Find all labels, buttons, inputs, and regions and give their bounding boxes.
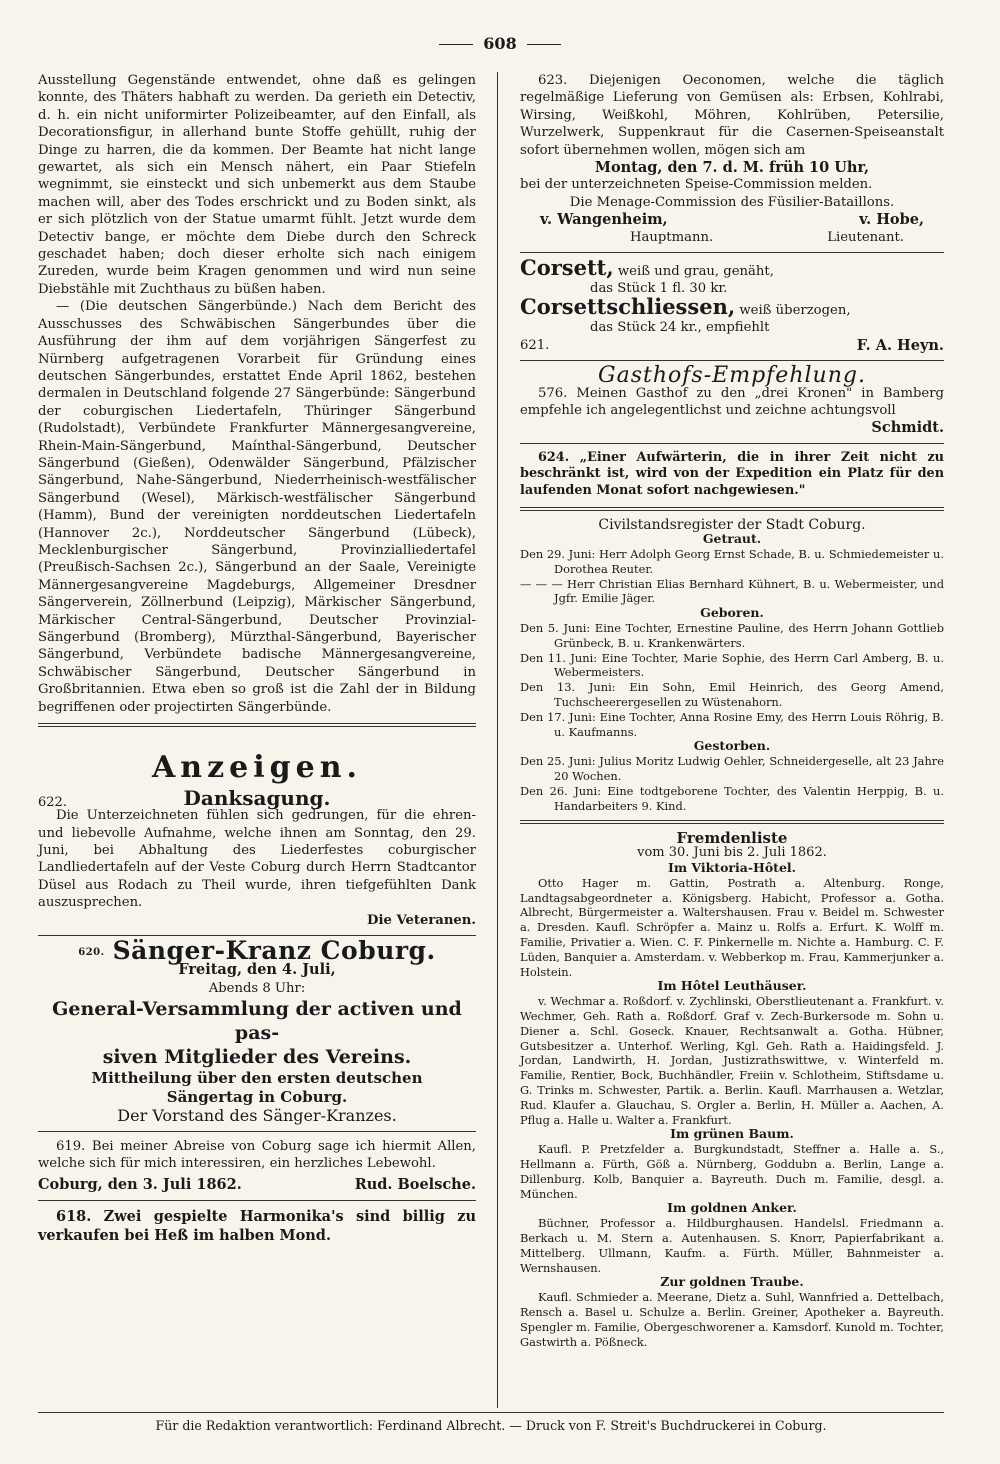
ad-622-title: Danksagung. (183, 785, 331, 810)
ad-623-text: 623. Diejenigen Oeconomen, welche die täglich regelmäßige Lieferung von Gemüsen als: Erbsen, Kohlrabi, Wirsing, Weißkohl, Möhren, Kohlrüben, Petersilie, Wurzelwerk, Suppenkraut für die Casernen-Speiseanstalt sofort übernehmen wollen, mögen sich am (520, 73, 944, 158)
ad-619-text: 619. Bei meiner Abreise von Coburg sage ich hiermit Allen, welche sich für mich interessiren, ein herzliches Lebewohl. (38, 1138, 476, 1171)
ad-622 (38, 785, 476, 929)
gestorben-entry: Den 25. Juni: Julius Moritz Ludwig Oehler, Schneidergeselle, alt 23 Jahre 20 Wochen. (520, 754, 944, 784)
ad-620-mitteilung-2: Sängertag in Coburg. (166, 1088, 348, 1107)
ad-divider (520, 252, 944, 253)
ad-619 (38, 1138, 476, 1194)
article-continuation: Ausstellung Gegenstände entwendet, ohne daß es gelingen konnte, des Thäters habhaft zu werden. Da gerieth ein Detectiv, d. h. ein nicht uniformirter Polizeibeamter, auf den Einfall, als Decorationsfigur, in allerhand bunte Stoffe gehüllt, ruhig der Dinge zu harren, die da kommen. Der Beamte hat nicht lange gewartet, als sich ein Mensch nähert, ein Paar Stiefeln wegnimmt, sie einsteckt und sich unbemerkt aus dem Staube machen will, aber des Todes erschrickt und zu Boden sinkt, als er sich plötzlich von der Statue umarmt fühlt. Jetzt wurde dem Detectiv bange, er möchte dem Diebe durch den Schreck geschadet haben; doch dieser erholte sich nach einigem Zureden, wurde beim Kragen genommen und wird nun seine Diebstähle mit Zuchthaus zu büßen haben. (38, 73, 476, 297)
geboren-entry: Den 5. Juni: Eine Tochter, Ernestine Pauline, des Herrn Johann Gottlieb Grünbeck, B. u. Krankenwärters. (520, 621, 944, 650)
hotel-name: Im Hôtel Leuthäuser. (657, 978, 807, 994)
ad-620 (38, 936, 476, 1126)
hotel-guests: v. Wechmar a. Roßdorf. v. Zychlinski, Oberstlieutenant a. Frankfurt. v. Wechmer, Geh. Rath a. Roßdorf. Graf v. Zech-Burkersode m. Sohn u. Diener a. Schl. Goseck. Knauer, Rechtsanwalt a. Gotha. Hübner, Gutsbesitzer a. Unterhof. Werling, Kgl. Geh. Rath a. Haidingsfeld. J. Jordan, Landwirth, H. Jordan, Justizrathswittwe, v. Winterfeld m. Familie, Rentier, Bock, Buchhändler, Freiin v. Schlotheim, Stiftsdame u. G. Trinks m. Schwester, Partik. a. Berlin. Kaufl. Marrhausen a. Wetzlar, Rud. Klaufer a. Glauchau, S. Orgler a. Berlin, H. Müller a. Aachen, A. Pflug a. Halle u. Walter a. Frankfurt. (520, 994, 944, 1127)
fremdenliste-date: vom 30. Juni bis 2. Juli 1862. (637, 845, 827, 861)
section-divider (38, 723, 476, 727)
ad-620-time: Abends 8 Uhr: (208, 980, 306, 996)
page-number (0, 34, 1000, 53)
ad-623 (520, 72, 944, 246)
ad-620-mitteilung-1: Mittheilung über den ersten deutschen (91, 1069, 423, 1088)
geboren-heading: Geboren. (700, 605, 764, 621)
ad-622-signature: Die Veteranen. (367, 912, 476, 928)
ad-621 (520, 255, 944, 354)
geboren-entry: Den 11. Juni: Eine Tochter, Marie Sophie, des Herrn Carl Amberg, B. u. Webermeisters. (520, 650, 944, 680)
ad-620-date: Freitag, den 4. Juli, (178, 961, 336, 979)
hotel-name: Im grünen Baum. (670, 1126, 794, 1142)
geboren-entry: Den 13. Juni: Ein Sohn, Emil Heinrich, des Georg Amend, Tuchscheerergesellen zu Wüstenahorn. (520, 680, 944, 710)
ad-623-date: Montag, den 7. d. M. früh 10 Uhr, (594, 159, 870, 177)
corsett-description: weiß und grau, genäht, (617, 264, 774, 280)
fremdenliste (520, 831, 944, 1349)
civil-register (520, 518, 944, 814)
ad-622-number: 622. (38, 795, 67, 811)
article-saengerbuende: — (Die deutschen Sängerbünde.) Nach dem Bericht des Ausschusses des Schwäbischen Sängerbundes über die Ausführung der ihm auf dem vorjährigen Sängerfest zu Nürnberg aufgetragenen Vorarbeit für Gründung eines deutschen Sängerbundes, erstattet Ende April 1862, bestehen dermalen in Deutschland folgende 27 Sängerbünde: Sängerbund der coburgischen Liedertafeln, Thüringer Sängerbund (Rudolstadt), Verbündete Frankfurter Männergesangvereine, Rhein-Main-Sängerbund, Maínthal-Sängerbund, Deutscher Sängerbund (Gießen), Odenwälder Sängerbund, Pfälzischer Sängerbund, Nahe-Sängerbund, Niederrheinisch-westfälischer Sängerbund (Wesel), Märkisch-westfälischer Sängerbund (Hamm), Bund der vereinigten norddeutschen Liedertafeln (Hannover 2c.), Norddeutscher Sängerbund (Lübeck), Mecklenburgischer Sängerbund, Provinzialliedertafel (Preußisch-Sachsen 2c.), Sängerbund an der Saale, Vereinigte Männergesangvereine Magdeburgs, Allgemeiner Dresdner Sängerverein, Zöllnerbund (Leipzig), Märkischer Sängerbund, Märkischer Central-Sängerbund, Deutscher Provinzial-Sängerbund (Bromberg), Mürzthal-Sängerbund, Bayerischer Sängerbund, Verbündete badische Männergesangvereine, Schwäbischer Sängerbund, Deutscher Sängerbund in Großbritannien. Etwa eben so groß ist die Zahl der in Bildung begriffenen oder projectirten Sängerbünde. (38, 299, 476, 715)
ad-divider (38, 1200, 476, 1201)
ad-576-signature: Schmidt. (871, 419, 944, 437)
ad-623-signature-1: v. Wangenheim, (540, 211, 668, 229)
geboren-entry: Den 17. Juni: Eine Tochter, Anna Rosine Emy, des Herrn Louis Röhrig, B. u. Kaufmanns. (520, 709, 944, 739)
ad-620-vorstand: Der Vorstand des Sänger-Kranzes. (117, 1106, 397, 1126)
page-number-text: 608 (483, 34, 517, 53)
corsettschliessen-title: Corsettschliessen, (520, 293, 736, 319)
ad-622-text: Die Unterzeichneten fühlen sich gedrungen, für die ehren- und liebevolle Aufnahme, welche ihnen am Sonntag, den 29. Juni, bei Abhaltung des Liederfestes coburgischer Landliedertafeln auf der Veste Coburg durch Herrn Stadtcantor Düsel aus Rodach zu Theil wurde, ihren tiefgefühlten Dank auszusprechen. (38, 808, 476, 911)
hotel-guests: Kaufl. P. Pretzfelder a. Burgkundstadt, Steffner a. Halle a. S., Hellmann a. Fürth, Göß a. Nürnberg, Goddubn a. Berlin, Lange a. Dillenburg. Kolb, Banquier a. Bayreuth. Duch m. Familie, desgl. a. München. (520, 1142, 944, 1201)
page-number-dash-right (527, 44, 561, 45)
gestorben-heading: Gestorben. (693, 738, 771, 754)
ad-623-text2: bei der unterzeichneten Speise-Commission melden. (520, 177, 873, 193)
ad-576 (520, 363, 944, 437)
fremdenliste-title: Fremdenliste (676, 829, 788, 848)
getraut-entry: Den 29. Juni: Herr Adolph Georg Ernst Schade, B. u. Schmiedemeister u. Dorothea Reuter. (520, 547, 944, 576)
ad-620-number: 620. (78, 946, 105, 958)
gasthof-title: Gasthofs-Empfehlung. (598, 363, 866, 389)
hotel-guests: Otto Hager m. Gattin, Postrath a. Altenburg. Ronge, Landtagsabgeordneter a. Königsberg. Habicht, Professor a. Gotha. Albrecht, Bürgermeister a. Waltershausen. Frau v. Beidel m. Schwester a. Dresden. Kaufl. Schröpfer a. Mainz u. Rolfs a. Erfurt. K. Wolff m. Familie, Privatier a. Wien. C. F. Pinkernelle m. Nichte a. Hamburg. C. F. Lüden, Banquier a. Amsterdam. v. Webberkop m. Frau, Kammerjunker a. Holstein. (520, 875, 944, 979)
ad-619-signature: Rud. Boelsche. (354, 1176, 476, 1194)
civil-register-title: Civilstandsregister der Stadt Coburg. (598, 516, 866, 533)
hotel-guests: Kaufl. Schmieder a. Meerane, Dietz a. Suhl, Wannfried a. Dettelbach, Rensch a. Basel u. Schulze a. Berlin. Greiner, Apotheker a. Bayreuth. Spengler m. Familie, Obergeschworener a. Kamsdorf. Kunold m. Tochter, Gastwirth a. Pößneck. (520, 1290, 944, 1349)
page-number-dash-left (439, 44, 473, 45)
hotel-name: Im Viktoria-Hôtel. (667, 860, 797, 876)
ad-620-general-1: General-Versammlung der activen und pas- (52, 998, 462, 1045)
ad-620-general-2: siven Mitglieder des Vereins. (102, 1046, 412, 1069)
hotel-name: Im goldnen Anker. (667, 1200, 797, 1216)
left-column (38, 72, 476, 1245)
hotel-guests: Büchner, Professor a. Hildburghausen. Handelsl. Friedmann a. Berkach u. M. Stern a. Autenhausen. S. Knorr, Papierfabrikant a. Mittelberg. Ullmann, Kaufm. a. Fürth. Müller, Bahnmeister a. Wernshausen. (520, 1216, 944, 1275)
ad-623-rank-1: Hauptmann. (630, 229, 714, 245)
section-divider (520, 820, 944, 824)
ad-623-commission: Die Menage-Commission des Füsilier-Bataillons. (569, 194, 895, 210)
gestorben-entry: Den 26. Juni: Eine todtgeborene Tochter, des Valentin Herppig, B. u. Handarbeiters 9. Kind. (520, 783, 944, 813)
ad-621-signature: F. A. Heyn. (856, 336, 944, 354)
ad-divider (520, 443, 944, 444)
corsett-price: das Stück 1 fl. 30 kr. (590, 281, 728, 297)
ad-620-title: Sänger-Kranz Coburg. (112, 936, 436, 966)
ad-623-rank-2: Lieutenant. (827, 229, 904, 245)
ad-divider (520, 360, 944, 361)
corsettschliessen-description: weiß überzogen, (739, 302, 851, 318)
ad-619-place: Coburg, den 3. Juli 1862. (38, 1176, 242, 1194)
section-divider (520, 507, 944, 511)
hotel-name: Zur goldnen Traube. (660, 1274, 804, 1290)
ad-624: 624. „Einer Aufwärterin, die in ihrer Zeit nicht zu beschränkt ist, wird von der Expedition ein Platz für den laufenden Monat sofort nachgewiesen." (520, 449, 944, 498)
corsett-title: Corsett, (520, 255, 614, 281)
getraut-heading: Getraut. (702, 531, 762, 547)
ad-576-text: 576. Meinen Gasthof zu den „drei Kronen" in Bamberg empfehle ich angelegentlichst und zeichne achtungsvoll (520, 385, 944, 418)
right-column (520, 72, 944, 1349)
column-divider (497, 72, 498, 1408)
anzeigen-heading: Anzeigen. (152, 750, 362, 786)
corsettschliessen-price: das Stück 24 kr., empfiehlt (590, 320, 770, 336)
ad-621-number: 621. (520, 337, 550, 353)
ad-divider (38, 1131, 476, 1132)
getraut-entry: — — — Herr Christian Elias Bernhard Kühnert, B. u. Webermeister, und Jgfr. Emilie Jäger. (520, 576, 944, 606)
ad-618: 618. Zwei gespielte Harmonika's sind billig zu verkaufen bei Heß im halben Mond. (38, 1207, 476, 1244)
footer-imprint: Für die Redaktion verantwortlich: Ferdinand Albrecht. — Druck von F. Streit's Buchdruckerei in Coburg. (38, 1412, 944, 1433)
ad-623-signature-2: v. Hobe, (859, 211, 924, 229)
